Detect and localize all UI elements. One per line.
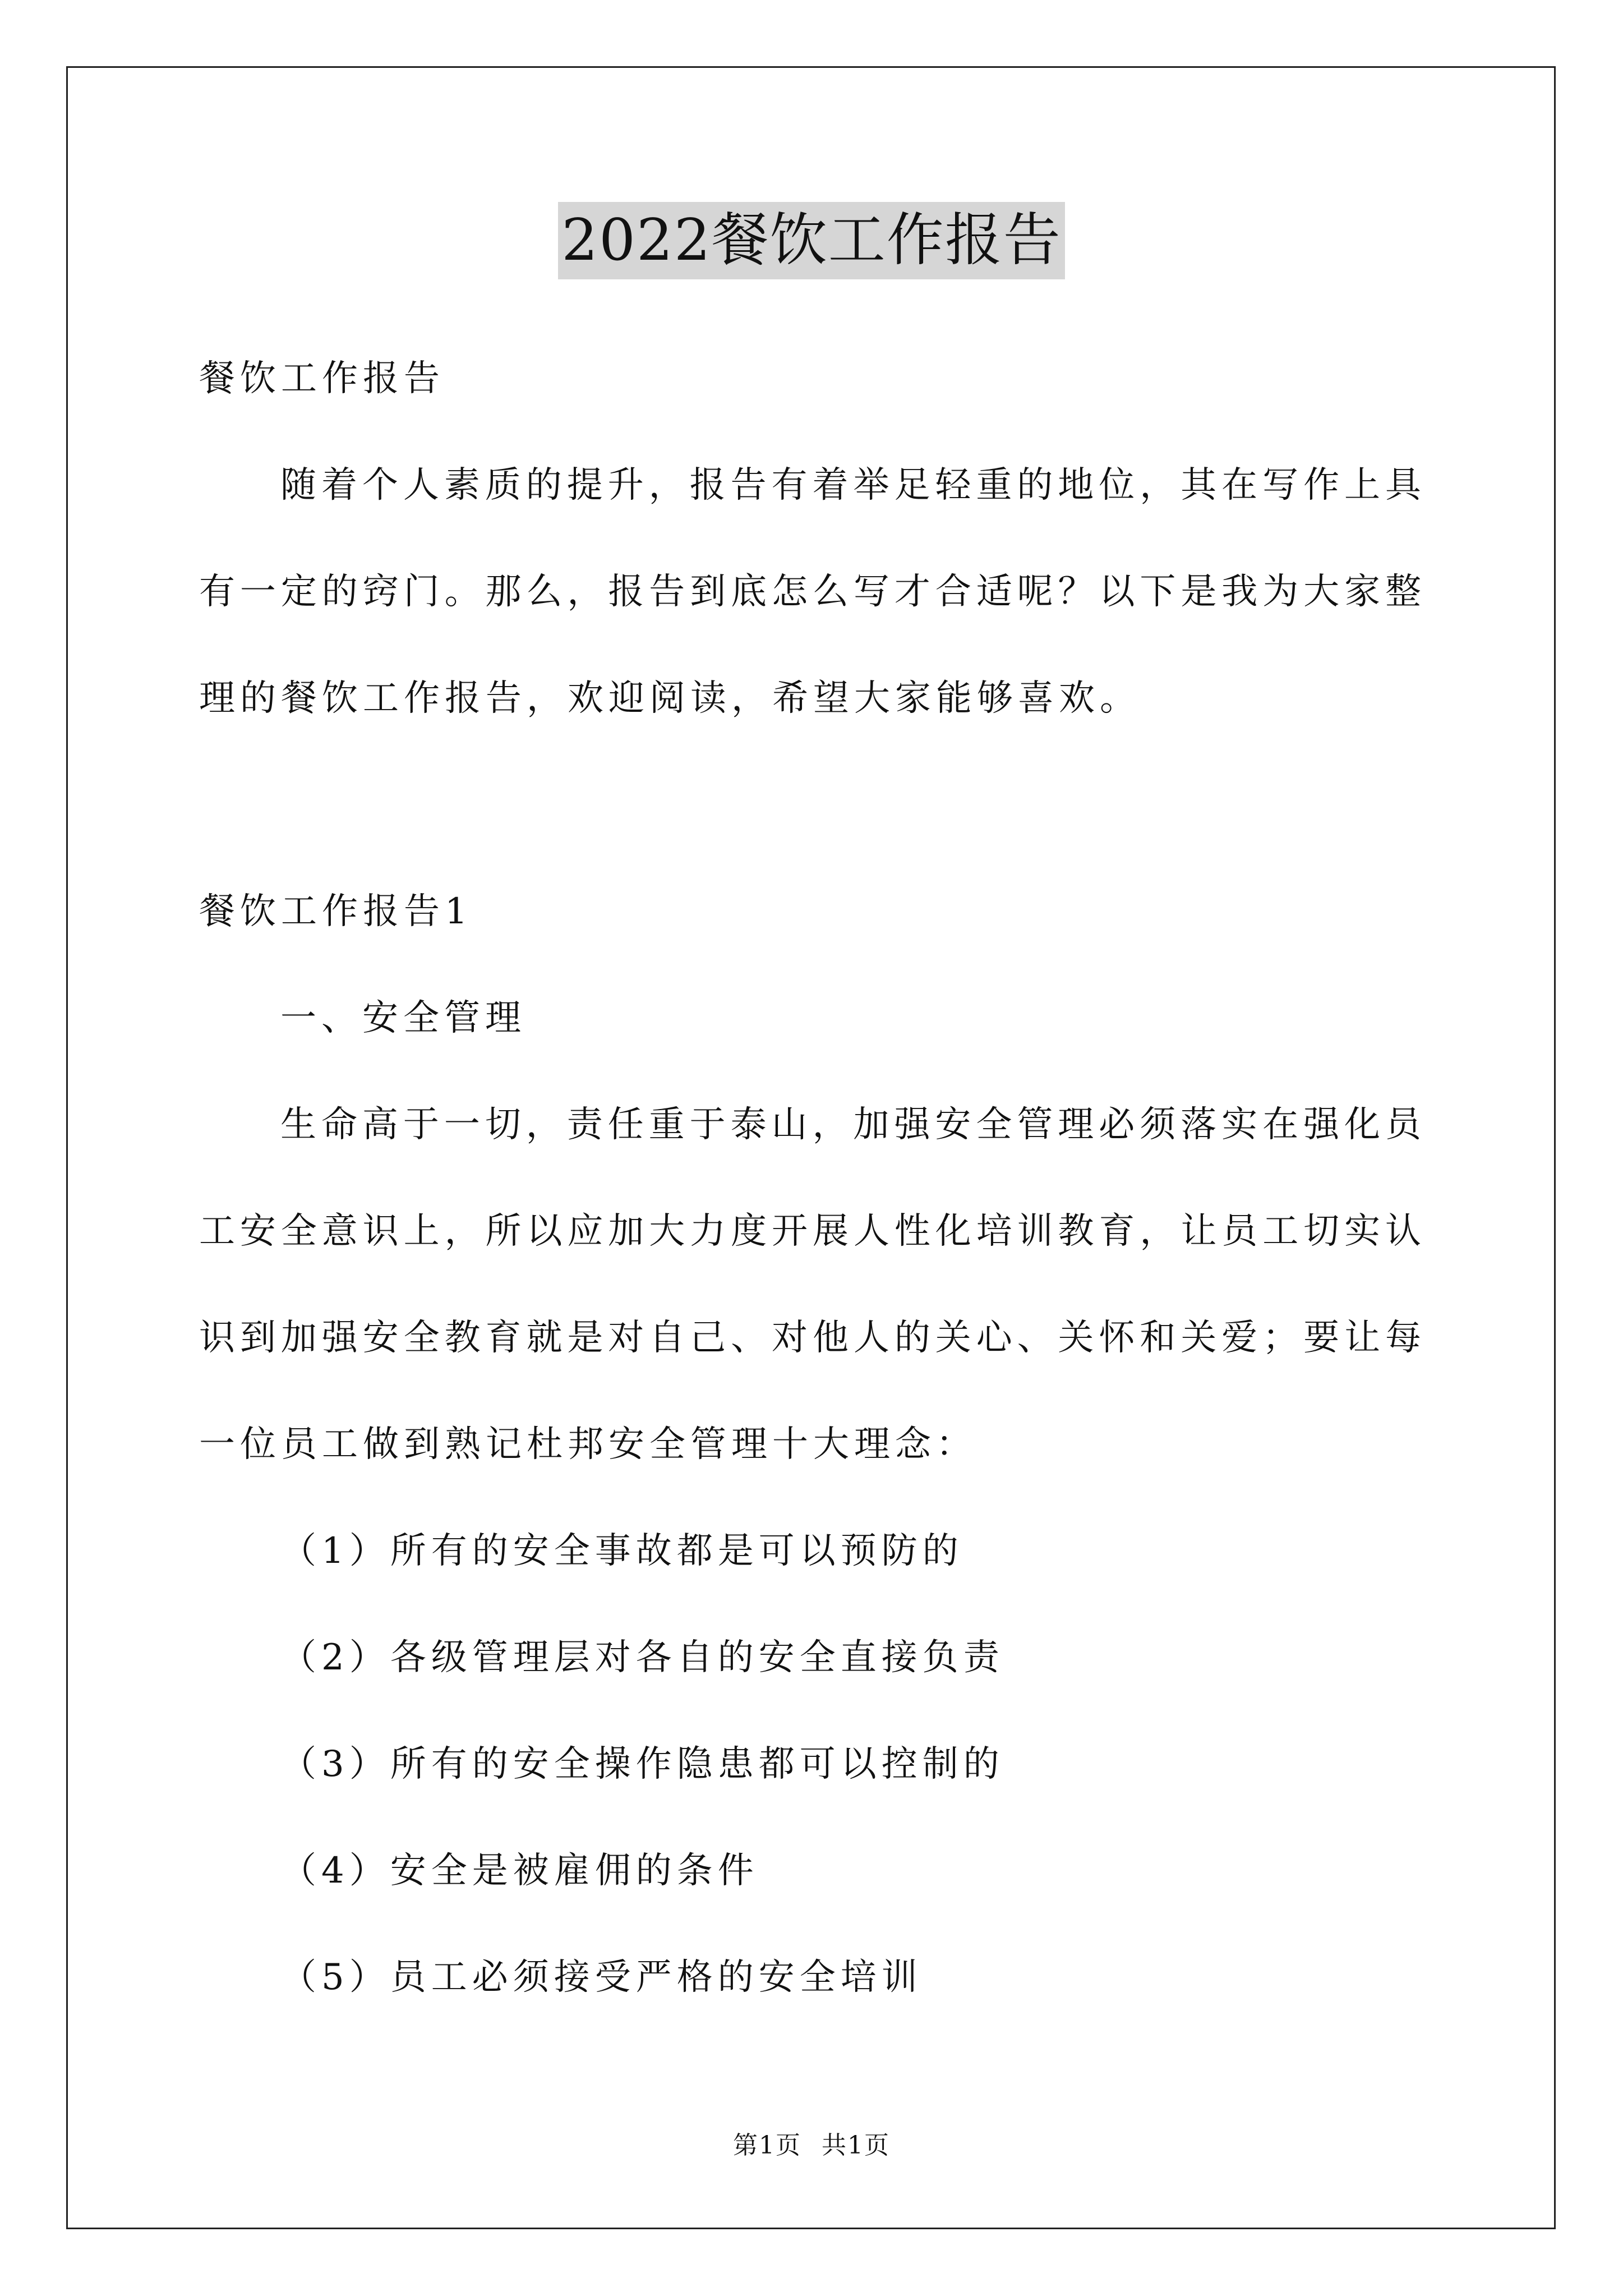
intro-line-2: 有一定的窍门。那么，报告到底怎么写才合适呢？以下是我为大家整 — [199, 571, 1424, 613]
list-item: （2）各级管理层对各自的安全直接负责 — [280, 1637, 1004, 1678]
body-line-2: 工安全意识上，所以应加大力度开展人性化培训教育，让员工切实认 — [199, 1211, 1424, 1252]
document-title: 2022餐饮工作报告 — [558, 202, 1065, 279]
list-item: （1）所有的安全事故都是可以预防的 — [280, 1530, 963, 1572]
list-item: （5）员工必须接受严格的安全培训 — [280, 1957, 923, 1998]
body-line-1: 生命高于一切，责任重于泰山，加强安全管理必须落实在强化员 — [280, 1104, 1424, 1145]
page-footer — [0, 2129, 1623, 2162]
subsection-title: 一、安全管理 — [280, 997, 526, 1039]
page-number: 第1页 — [733, 2131, 801, 2160]
body-line-4: 一位员工做到熟记杜邦安全管理十大理念： — [199, 1424, 977, 1465]
intro-line-1: 随着个人素质的提升，报告有着举足轻重的地位，其在写作上具 — [280, 464, 1424, 506]
document-subtitle: 餐饮工作报告 — [199, 358, 445, 399]
section-title: 餐饮工作报告1 — [199, 891, 473, 932]
intro-line-3: 理的餐饮工作报告，欢迎阅读，希望大家能够喜欢。 — [199, 678, 1141, 719]
page-total: 共1页 — [822, 2131, 890, 2160]
body-line-3: 识到加强安全教育就是对自己、对他人的关心、关怀和关爱；要让每 — [199, 1317, 1424, 1359]
title-container — [0, 202, 1623, 279]
list-item: （3）所有的安全操作隐患都可以控制的 — [280, 1743, 1004, 1785]
list-item: （4）安全是被雇佣的条件 — [280, 1850, 759, 1892]
